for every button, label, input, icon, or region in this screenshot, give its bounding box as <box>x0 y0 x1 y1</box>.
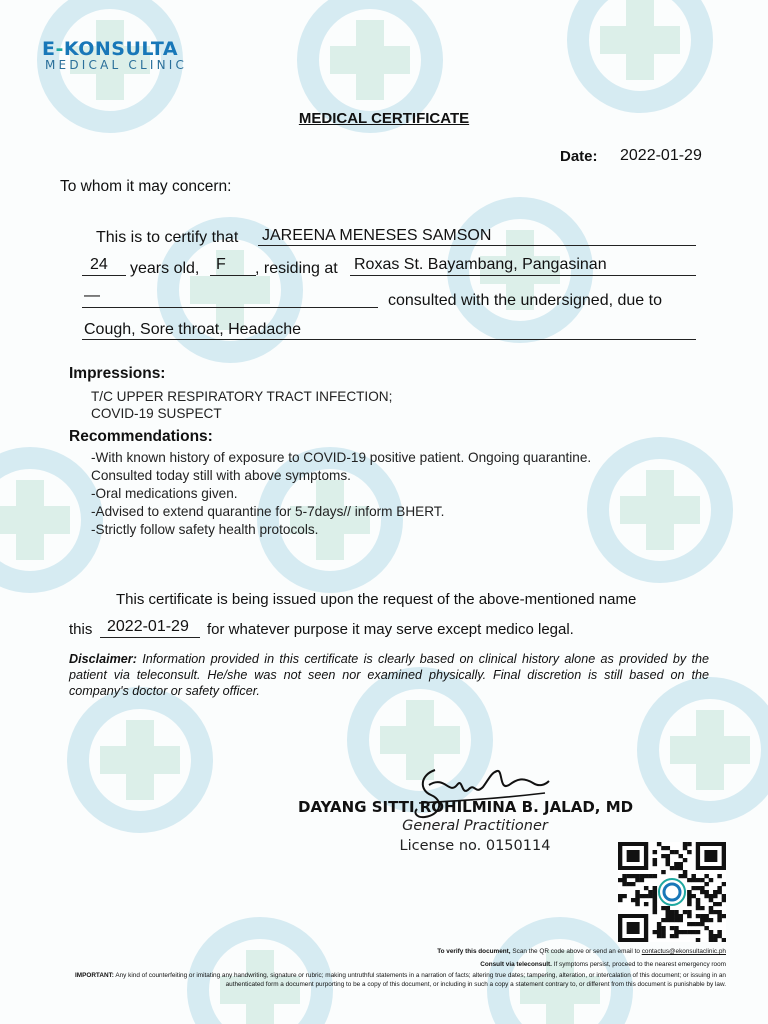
clinic-logo-subtitle: MEDICAL CLINIC <box>45 58 188 72</box>
certificate-title: MEDICAL CERTIFICATE <box>298 110 470 127</box>
issuance-this-label: this <box>69 621 93 638</box>
disclaimer-text: Information provided in this certificate is clearly based on clinical history alone as provided by the patient via teleconsult. He/she was not seen nor examined physically. Final discretion is still based on the company's doctor or safety officer. <box>69 652 710 698</box>
consult-note: Consult via teleconsult. If symptoms persist, proceed to the nearest emergency room <box>480 961 726 968</box>
physician-title: General Practitioner <box>402 818 548 834</box>
disclaimer <box>69 651 709 699</box>
verify-email-link[interactable]: contactus@ekonsultaclinic.ph <box>641 948 726 955</box>
years-old-label: years old, <box>130 260 200 277</box>
chief-complaint: Cough, Sore throat, Headache <box>84 321 302 338</box>
recommendations-heading: Recommendations: <box>69 428 213 445</box>
patient-address: Roxas St. Bayambang, Pangasinan <box>354 256 607 273</box>
address-continuation: — <box>84 287 100 304</box>
issued-date: 2022-01-29 <box>107 618 189 635</box>
date-label: Date: <box>560 148 598 165</box>
salutation: To whom it may concern: <box>60 178 232 195</box>
impressions-heading: Impressions: <box>69 365 166 382</box>
verify-note: To verify this document, Scan the QR code above or send an email to contactus@ekonsultaclinic.ph <box>437 948 726 955</box>
physician-license: License no. 0150114 <box>399 838 551 854</box>
verification-qr-code[interactable] <box>618 842 726 942</box>
certify-prefix: This is to certify that <box>96 229 239 246</box>
impression-line: COVID-19 SUSPECT <box>91 406 222 421</box>
residing-label: , residing at <box>255 260 338 277</box>
patient-age: 24 <box>90 256 108 273</box>
important-note: IMPORTANT: Any kind of counterfeiting or imitating any handwriting, signature or rubric; making untruthful statements in a narration of facts; altering true dates; tampering, alteration, or intercalation of this document; or issuing in an authenticated form a document purporting to be a copy of this document, or including in such a copy a statement contrary to, or different from this document is punishable by law. <box>74 972 726 988</box>
clinic-logo: E-KONSULTA <box>42 38 179 60</box>
consulted-label: consulted with the undersigned, due to <box>388 292 662 309</box>
patient-sex: F <box>216 256 226 273</box>
date-value: 2022-01-29 <box>620 147 702 164</box>
recommendation-line: -Advised to extend quarantine for 5-7days// inform BHERT. <box>91 504 445 519</box>
recommendation-line: -With known history of exposure to COVID-19 positive patient. Ongoing quarantine. <box>91 450 592 465</box>
recommendation-line: -Oral medications given. <box>91 486 238 501</box>
recommendation-line: -Strictly follow safety health protocols. <box>91 522 319 537</box>
recommendation-line: Consulted today still with above symptoms. <box>91 468 351 483</box>
address-cont-underline <box>82 290 378 308</box>
physician-name: DAYANG SITTI ROHILMINA B. JALAD, MD <box>298 798 634 816</box>
issuance-line: This certificate is being issued upon the request of the above-mentioned name <box>116 591 637 608</box>
impression-line: T/C UPPER RESPIRATORY TRACT INFECTION; <box>91 389 393 404</box>
disclaimer-label: Disclaimer: <box>69 652 137 666</box>
patient-name: JAREENA MENESES SAMSON <box>262 227 492 244</box>
issuance-suffix: for whatever purpose it may serve except medico legal. <box>207 621 574 638</box>
